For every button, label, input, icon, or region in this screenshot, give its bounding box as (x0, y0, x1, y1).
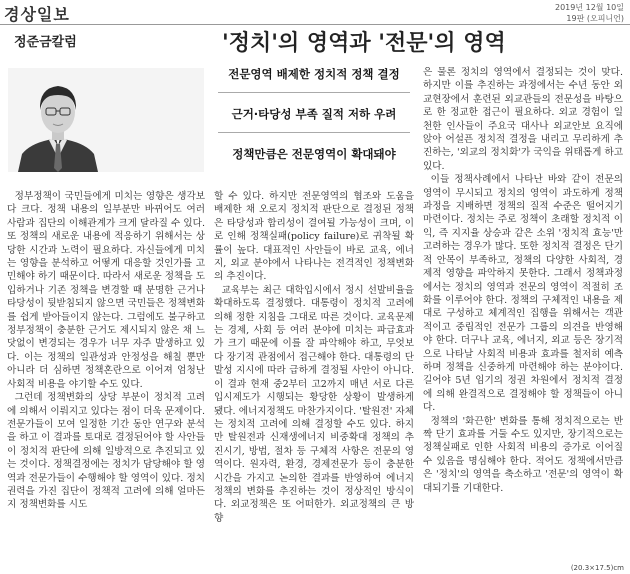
page-section: 19판 (오피니언) (566, 14, 624, 23)
body-paragraph: 정책의 '화끈한' 변화를 통해 정치적으로는 반짝 단기 효과를 거둘 수도 있지만, 장기적으로는 정책실패로 인한 사회적 비용의 증가로 이어질 수 있음을 명심해야 한다. 적어도 정책에서만큼은 '정치'의 영역을 축소하고 '전문'의 영역이 확대되기를 기대한다. (423, 415, 623, 494)
author-photo (8, 68, 204, 172)
subhead-2: 근거·타당성 부족 질적 저하 우려 (231, 107, 397, 121)
body-column-1 (7, 190, 205, 570)
subhead-1: 전문영역 배제한 정치적 정책 결정 (228, 67, 400, 81)
newspaper-masthead: 경상일보 (4, 5, 70, 24)
body-column-3 (423, 66, 623, 558)
subhead-3: 정책만큼은 전문영역이 확대돼야 (232, 147, 396, 161)
body-paragraph: 정부정책이 국민들에게 미치는 영향은 생각보다 크다. 정책 내용의 일부분만 바뀌어도 여러 사람과 집단의 이해관계가 크게 달라질 수 있다. 또 정책의 새로운 내용에 적응하기 위해서는 상당한 시간과 노력이 필요하다. 자신들에게 미치는 영향을 분석하고 어떻게 대응할 것인가를 고민해야 하기 때문이다. 따라서 새로운 정책을 도입하거나 기존 정책을 변경할 때 분명한 근거나 타당성이 뒷받침되지 않으면 국민들은 정책변화를 쉽게 받아들이지 않는다. 그럼에도 불구하고 정부정책이 충분한 근거도 제시되지 않은 채 느닷없이 변경되는 경우가 너무 자주 발생하고 있다. 이는 정책의 일관성과 안정성을 해칠 뿐만 아니라 더 심하면 정책혼란으로 이어져 엄청난 사회적 비용을 야기할 수도 있다. (7, 191, 205, 390)
body-paragraph: 할 수 있다. 하지만 전문영역의 협조와 도움을 배제한 채 오로지 정치적 판단으로 결정된 정책은 타당성과 합리성이 결여될 가능성이 크며, 이로 인해 정책실패(policy failure)로 귀착될 확률이 높다. 대표적인 사안들이 바로 교육, 에너지, 외교 분야에서 나타나는 전격적인 정책변화의 추진이다. (214, 191, 414, 283)
body-column-2 (214, 190, 414, 570)
body-paragraph: 은 물론 정치의 영역에서 결정되는 것이 맞다. 하지만 이를 추진하는 과정에서는 수년 동안 외교현장에서 훈련된 외교관들의 전문성을 바탕으로 한 정교한 접근이 필요하다. 외교 경험이 일천한 인사들이 주요국 대사나 외교안보 요직에 앉아 어설픈 정치적 결정을 내리고 무리하게 추진하는, '외교의 정치화'가 국익을 위태롭게 하고 있다. (423, 67, 623, 172)
column-label: 정준금칼럼 (14, 35, 77, 50)
body-paragraph: 그런데 정책변화의 상당 부분이 정치적 고려에 의해서 이뤄지고 있다는 점이 더욱 문제이다. 전문가들이 모여 일정한 기간 동안 연구와 분석을 하고 이 결과를 토대로 결정된어야 할 사안들이 정치적 판단에 의해 일방적으로 추진되고 있는 것이다. 정책결정에는 정치가 담당해야 할 영역과 전문가들이 수행해야 할 영역이 있다. 정치권력을 가진 집단이 정책적 고려에 의해 얼마든지 정책변화를 시도 (7, 392, 205, 511)
subhead-divider (218, 132, 410, 133)
dateline (555, 2, 624, 24)
body-paragraph: 이들 정책사례에서 나타난 바와 같이 전문의 영역이 무시되고 정치의 영역이 과도하게 정책과정을 지배하면 정책의 질적 수준은 떨어지기 마련이다. 정치는 주로 정책이 초래할 정치적 이익, 즉 지지율 상승과 같은 소위 '정치적 효능'만 고려하는 경우가 많다. 또한 정치적 결정은 단기적 안목이 부족하고, 정책의 다양한 사회적, 경제적 영향을 파악하지 못한다. 그래서 정책과정에서는 정치의 영역과 전문의 영역이 적절히 조화를 이루어야 한다. 정책의 구체적인 내용을 제대로 구성하고 체계적인 집행을 위해서는 객관적이고 중립적인 전문가 그룹의 의견을 반영해야 한다. 더구나 교육, 에너지, 외교 등은 장기적으로 나타날 사회적 비용과 효과를 철저히 예측하며 정책을 신중하게 마련해야 하는 분야이다. 길어야 5년 임기의 정권 차원에서 정치적 결정에 의해 완결적으로 결정해야 할 정책들이 아니다. (423, 174, 623, 414)
top-rule (0, 24, 630, 25)
publication-date: 2019년 12월 10일 (555, 3, 624, 12)
author-portrait-illustration (8, 68, 204, 172)
article-size-note: (20.3×17.5)cm (570, 564, 624, 572)
body-paragraph: 교육부는 최근 대학입시에서 정시 선발비율을 확대하도록 결정했다. 대통령이 정치적 고려에 의해 정한 지침을 그대로 따른 것이다. 교육문제는 경제, 사회 등 여러 분야에 미치는 파급효과가 크기 때문에 이를 잘 파악해야 하고, 무엇보다 장기적 관점에서 접근해야 한다. 대통령의 단발성 지시에 따라 급하게 결정될 사안이 아니다. 이 결과 현재 중2부터 고2까지 매년 서로 다른 입시제도가 시행되는 황당한 상황이 발생하게 됐다. 에너지정책도 마찬가지이다. '탈원전' 자체는 정치적 고려에 의해 결정할 수도 있다. 하지만 탈원전과 신재생에너지 비중확대 정책의 추진시기, 방법, 절차 등 구체적 사항은 전문의 영역이다. 원자력, 환경, 경제전문가 등이 충분한 시간을 가지고 논의한 결과를 반영하여 에너지정책의 변화를 추진하는 것이 정상적인 방식이다. 외교정책은 또 어떠한가. 외교정책의 큰 방향 (214, 284, 414, 524)
subhead-divider (218, 92, 410, 93)
subheads-box (214, 64, 414, 174)
headline: '정치'의 영역과 '전문'의 영역 (222, 30, 506, 56)
